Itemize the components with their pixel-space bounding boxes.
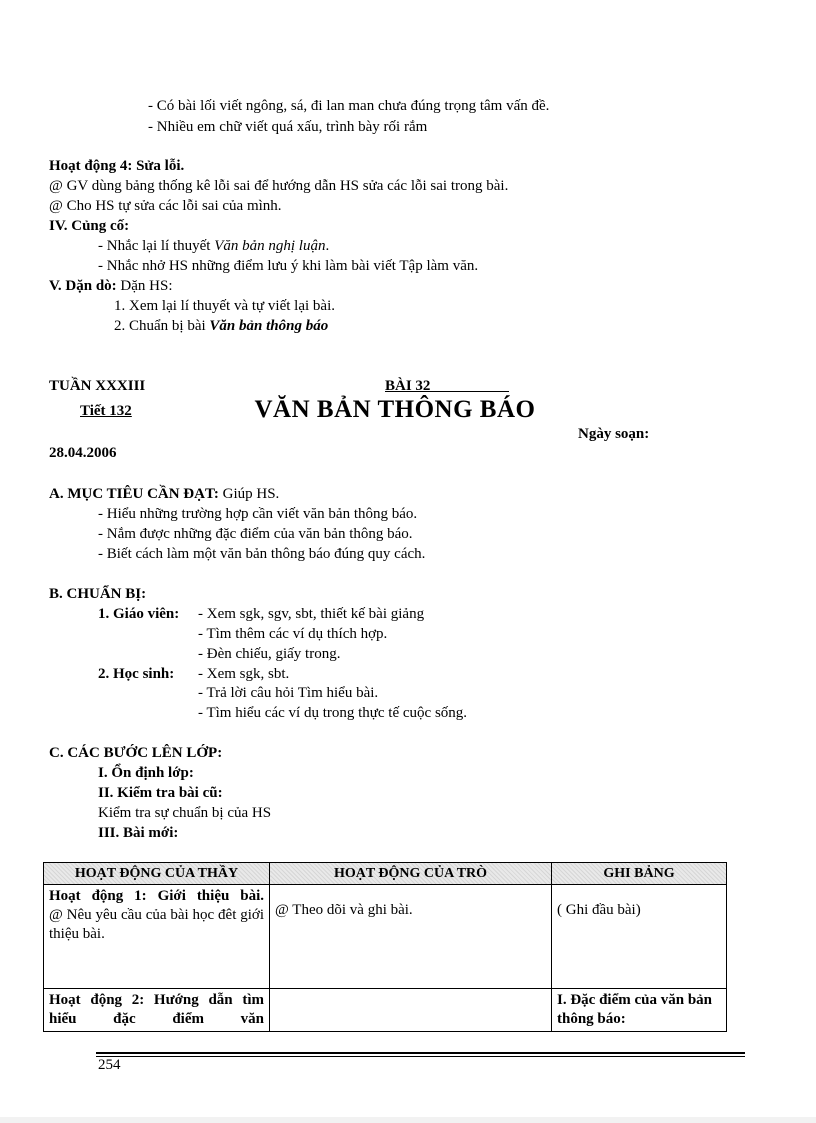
section-iv-heading: IV. Củng cố: (49, 218, 130, 234)
top-line-1: - Có bài lối viết ngông, sá, đi lan man chưa đúng trọng tâm vấn đề. (148, 98, 550, 114)
student-item: - Tìm hiểu các ví dụ trong thực tế cuộc sống. (198, 705, 468, 721)
table-header-row (44, 863, 727, 885)
section-iv-line-1-suffix: . (325, 238, 330, 254)
page-number: 254 (98, 1057, 121, 1073)
date-label: Ngày soạn: (578, 426, 650, 442)
row2-student-cell (270, 989, 552, 1032)
section-a-heading: A. MỤC TIÊU CẦN ĐẠT: (49, 486, 219, 502)
row2-board-cell (552, 989, 727, 1032)
section-a-item: - Biết cách làm một văn bản thông báo đúng quy cách. (98, 546, 426, 562)
table-row (44, 989, 727, 1032)
header-board-notes: GHI BẢNG (552, 863, 727, 885)
header-teacher-activity: HOẠT ĐỘNG CỦA THẦY (44, 863, 270, 885)
table-row (44, 885, 727, 989)
step-3: III. Bài mới: (98, 825, 179, 841)
row1-teacher-cell (44, 885, 270, 989)
teacher-item: - Đèn chiếu, giấy trong. (198, 646, 341, 662)
teacher-label: 1. Giáo viên: (98, 606, 180, 622)
page-bottom-edge (0, 1117, 816, 1123)
step-2-detail: Kiểm tra sự chuẩn bị của HS (98, 805, 272, 821)
lesson-underline (385, 391, 509, 392)
section-a-heading-tail: Giúp HS. (218, 486, 280, 502)
teacher-item: - Xem sgk, sgv, sbt, thiết kế bài giảng (198, 606, 425, 622)
row1-board-text: ( Ghi đầu bài) (557, 901, 641, 918)
section-v-line-2-title: Văn bản thông báo (209, 318, 329, 334)
teacher-item: - Tìm thêm các ví dụ thích hợp. (198, 626, 388, 642)
row2-board-heading: I. Đặc điểm của văn bản thông báo: (557, 992, 713, 1027)
lesson-number: BÀI 32 (385, 378, 431, 394)
date-value: 28.04.2006 (49, 445, 117, 461)
activity4-heading: Hoạt động 4: Sửa lỗi. (49, 158, 185, 174)
page-title: VĂN BẢN THÔNG BÁO (254, 396, 536, 423)
section-a-item: - Nắm được những đặc điểm của văn bản thông báo. (98, 526, 413, 542)
section-v-line-2-prefix: 2. Chuẩn bị bài (114, 318, 210, 334)
step-2: II. Kiểm tra bài cũ: (98, 785, 223, 801)
activity4-line-1: @ GV dùng bảng thống kê lỗi sai để hướng dẫn HS sửa các lỗi sai trong bài. (49, 178, 509, 194)
activity4-line-2: @ Cho HS tự sửa các lỗi sai của mình. (49, 198, 282, 214)
top-line-2: - Nhiều em chữ viết quá xấu, trình bày rối rắm (148, 119, 428, 135)
footer-rule (96, 1056, 745, 1057)
student-label: 2. Học sinh: (98, 666, 175, 682)
period-label: Tiết 132 (80, 403, 132, 419)
student-item: - Xem sgk, sbt. (198, 666, 290, 682)
row1-board-cell (552, 885, 727, 989)
row1-teacher-heading: Hoạt động 1: Giới thiệu bài. (49, 888, 264, 904)
step-1: I. Ổn định lớp: (98, 765, 194, 781)
activity-table (43, 862, 727, 1032)
section-v-line-1: 1. Xem lại lí thuyết và tự viết lại bài. (114, 298, 335, 314)
section-c-heading: C. CÁC BƯỚC LÊN LỚP: (49, 745, 223, 761)
week-label: TUẦN XXXIII (49, 378, 146, 394)
header-student-activity: HOẠT ĐỘNG CỦA TRÒ (270, 863, 552, 885)
student-item: - Trả lời câu hỏi Tìm hiểu bài. (198, 685, 379, 701)
section-b-heading: B. CHUẨN BỊ: (49, 586, 147, 602)
row1-teacher-text: @ Nêu yêu cầu của bài học đêt giới thiệu bài. (49, 907, 264, 942)
section-iv-line-2: - Nhắc nhở HS những điểm lưu ý khi làm bài viết Tập làm văn. (98, 258, 479, 274)
section-iv-line-1-prefix: - Nhắc lại lí thuyết (98, 238, 215, 254)
section-iv-line-1-italic: Văn bản nghị luận (214, 238, 326, 254)
row2-teacher-heading: Hoạt động 2: Hướng dẫn tìm hiểu đặc điểm văn (49, 992, 264, 1027)
section-v-heading: V. Dặn dò: (49, 278, 117, 294)
row1-student-text: @ Theo dõi và ghi bài. (275, 901, 413, 918)
section-a-item: - Hiểu những trường hợp cần viết văn bản thông báo. (98, 506, 418, 522)
section-v-heading-line (49, 277, 173, 295)
section-iv-line-1 (98, 237, 329, 255)
section-v-heading-tail: Dặn HS: (116, 278, 173, 294)
section-a-heading-line (49, 485, 279, 503)
footer-rule (96, 1052, 745, 1054)
row1-student-cell (270, 885, 552, 989)
section-v-line-2 (114, 317, 328, 335)
row2-teacher-cell (44, 989, 270, 1032)
